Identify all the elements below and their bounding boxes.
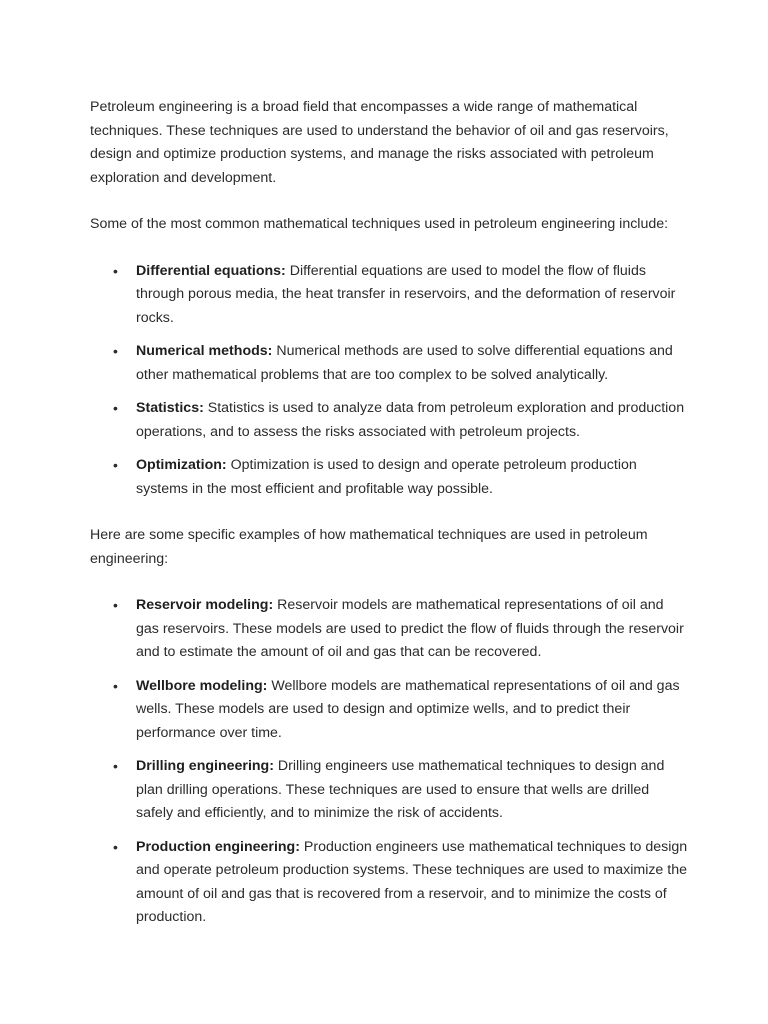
list-item-optimization <box>90 454 690 501</box>
list-item-drilling-engineering <box>90 755 690 826</box>
list-item-text: Statistics is used to analyze data from petroleum exploration and production operations, and to assess the risks associated with petroleum projects. <box>136 400 685 440</box>
list-item-statistics <box>90 397 690 444</box>
intro-paragraph: Petroleum engineering is a broad field that encompasses a wide range of mathematical techniques. These techniques are used to understand the behavior of oil and gas reservoirs, design and optimize production systems, and manage the risks associated with petroleum exploration and development. <box>90 99 669 186</box>
list-item-term: Statistics: <box>136 400 204 416</box>
list-item-term: Production engineering: <box>136 838 300 855</box>
bullet-icon: • <box>113 597 118 613</box>
list-item-text: Wellbore models are mathematical representations of oil and gas wells. These models are used to design and optimize wells, and to predict their performance over time. <box>136 677 680 741</box>
list-item-term: Reservoir modeling: <box>136 597 274 613</box>
bullet-icon: • <box>113 400 118 416</box>
list-item-term: Numerical methods: <box>136 343 273 359</box>
examples-intro: Here are some specific examples of how mathematical techniques are used in petroleum engineering: <box>90 527 648 567</box>
list-item-term: Drilling engineering: <box>136 758 274 774</box>
list-item-text: Drilling engineers use mathematical techniques to design and plan drilling operations. These techniques are used to ensure that wells are drilled safely and efficiently, and to minimize the risk of accidents. <box>136 758 665 821</box>
list-item-text: Optimization is used to design and operate petroleum production systems in the most efficient and profitable way possible. <box>136 457 637 497</box>
list-item-production-engineering <box>90 836 690 930</box>
techniques-list <box>90 260 690 502</box>
bullet-icon: • <box>113 677 118 694</box>
list-item-term: Optimization: <box>136 457 227 473</box>
list-item-term: Wellbore modeling: <box>136 677 268 694</box>
list-item-numerical-methods <box>90 340 690 387</box>
list-item-wellbore-modeling <box>90 675 690 746</box>
list-item-text: Differential equations are used to model the flow of fluids through porous media, the heat transfer in reservoirs, and the deformation of reservoir rocks. <box>136 262 676 326</box>
list-item-reservoir-modeling <box>90 594 690 665</box>
document-body <box>90 96 690 953</box>
bullet-icon: • <box>113 343 118 359</box>
bullet-icon: • <box>113 838 118 855</box>
bullet-icon: • <box>113 758 118 774</box>
bullet-icon: • <box>113 457 118 473</box>
techniques-intro: Some of the most common mathematical techniques used in petroleum engineering include: <box>90 216 669 232</box>
bullet-icon: • <box>113 262 118 279</box>
list-item-term: Differential equations: <box>136 262 286 279</box>
list-item-text: Numerical methods are used to solve differential equations and other mathematical problems that are too complex to be solved analytically. <box>136 343 673 383</box>
list-item-text: Production engineers use mathematical techniques to design and operate petroleum production systems. These techniques are used to maximize the amount of oil and gas that is recovered from a reservoir, and to minimize the costs of production. <box>136 838 688 925</box>
list-item-differential-equations <box>90 260 690 331</box>
examples-list <box>90 594 690 930</box>
list-item-text: Reservoir models are mathematical representations of oil and gas reservoirs. These models are used to predict the flow of fluids through the reservoir and to estimate the amount of oil and gas that can be recovered. <box>136 597 684 660</box>
